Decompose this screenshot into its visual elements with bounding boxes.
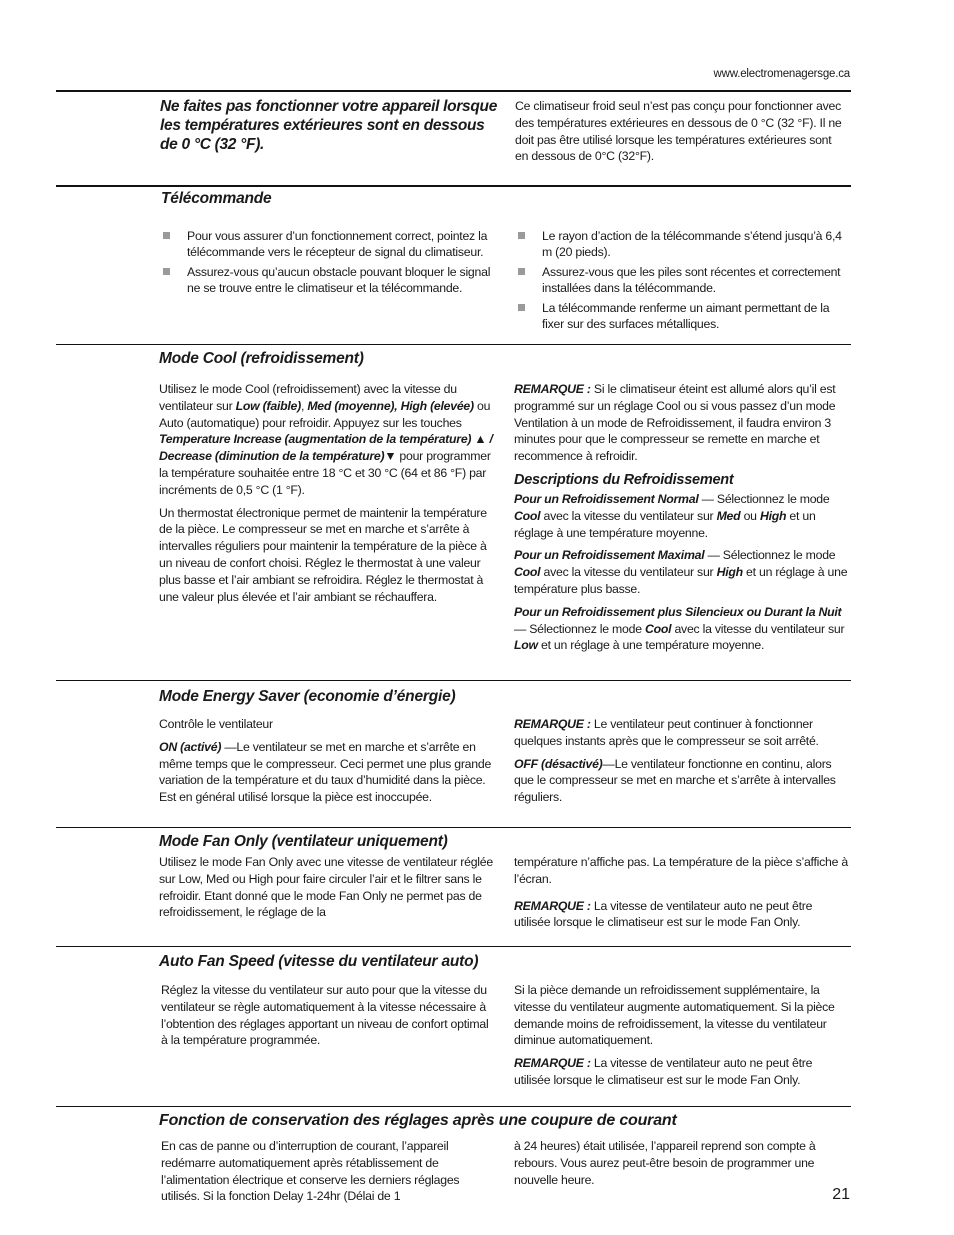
list-item: Assurez-vous que les piles sont récentes et correctement installées dans la télécommande. xyxy=(515,264,851,296)
divider xyxy=(56,827,851,828)
cool-heading: Mode Cool (refroidissement) xyxy=(159,350,364,367)
list-item: Le rayon d’action de la télécommande s’étend jusqu’à 6,4 m (20 pieds). xyxy=(515,228,851,260)
auto-right-text: Si la pièce demande un refroidissement supplémentaire, la vitesse du ventilateur augmente automatiquement. Si la pièce demande moins de refroidissement, la vitesse du ventilateur diminue automatiquement. xyxy=(514,983,835,1048)
list-item: Assurez-vous qu’aucun obstacle pouvant bloquer le signal ne se trouve entre le climatiseur et la télécommande. xyxy=(160,264,502,296)
remote-right-list xyxy=(515,228,851,336)
list-item: La télécommande renferme un aimant permettant de la fixer sur des surfaces métalliques. xyxy=(515,300,851,332)
fan-right xyxy=(514,854,851,937)
energy-intro: Contrôle le ventilateur xyxy=(159,717,273,731)
auto-note: REMARQUE : La vitesse de ventilateur auto ne peut être utilisée lorsque le climatiseur est sur le mode Fan Only. xyxy=(514,1056,813,1087)
energy-note: REMARQUE : Le ventilateur peut continuer à fonctionner quelques instants après que le compresseur se soit arrêté. xyxy=(514,717,819,748)
fan-right-text: température n’affiche pas. La température de la pièce s’affiche à l’écran. xyxy=(514,855,848,886)
cool-quiet: Pour un Refroidissement plus Silencieux ou Durant la Nuit — Sélectionnez le mode Cool avec la vitesse du ventilateur sur Low et un réglage à une température moyenne. xyxy=(514,604,845,653)
power-right: à 24 heures) était utilisée, l’appareil reprend son compte à rebours. Vous aurez peut-être besoin de programmer une nouvelle heure. xyxy=(514,1139,816,1187)
energy-off: OFF (désactivé)—Le ventilateur fonctionne en continu, alors que le compresseur se met en marche et s’arrête à intervalles réguliers. xyxy=(514,756,836,805)
fan-heading: Mode Fan Only (ventilateur uniquement) xyxy=(159,833,448,850)
cool-note: REMARQUE : Si le climatiseur éteint est allumé alors qu’il est programmé sur un réglage Cool ou si vous passez d’un mode Ventilation à un mode de Refroidissement, il faudra environ 3 minutes pour que le compresseur se remette en marche et recommence à refroidir. xyxy=(514,382,836,464)
power-heading: Fonction de conservation des réglages après une coupure de courant xyxy=(159,1112,677,1129)
auto-right xyxy=(514,982,851,1095)
divider xyxy=(56,185,851,187)
divider xyxy=(56,90,851,92)
remote-heading: Télécommande xyxy=(161,190,272,207)
divider xyxy=(56,946,851,947)
cool-normal: Pour un Refroidissement Normal — Sélectionnez le mode Cool avec la vitesse du ventilateur sur Med ou High et un réglage à une température moyenne. xyxy=(514,491,830,540)
cool-thermostat-paragraph: Un thermostat électronique permet de maintenir la température de la pièce. Le compresseur se met en marche et s’arrête à intervalles réguliers pour maintenir la température de la pièce à un niveau de confort choisi. Réglez le thermostat à une valeur plus basse et l’air ambiant se refroidira. Réglez le thermostat à une valeur plus élevée et l’air ambiant se réchauffera. xyxy=(159,505,487,604)
fan-left: Utilisez le mode Fan Only avec une vitesse de ventilateur réglée sur Low, Med ou High pour faire circuler l’air et le filtrer sans le refroidir. Etant donné que le mode Fan Only ne permet pas de refroidissement, le réglage de la xyxy=(159,855,493,920)
energy-right xyxy=(514,716,851,812)
warning-title: Ne faites pas fonctionner votre appareil lorsque les températures extérieures sont en dessous de 0 °C (32 °F). xyxy=(160,98,498,153)
auto-heading: Auto Fan Speed (vitesse du ventilateur auto) xyxy=(159,953,479,970)
divider xyxy=(56,680,851,681)
energy-on: ON (activé) —Le ventilateur se met en marche et s’arrête en même temps que le compresseur. Ceci permet une plus grande variation de la température et du taux d’humidité dans la pièce. Est en général utilisé lorsque la pièce est inoccupée. xyxy=(159,739,492,805)
website-url: www.electromenagersge.ca xyxy=(713,68,850,80)
page-number: 21 xyxy=(832,1186,850,1203)
cool-desc-heading: Descriptions du Refroidissement xyxy=(514,471,734,488)
cool-left xyxy=(159,381,495,611)
list-item: Pour vous assurer d’un fonctionnement correct, pointez la télécommande vers le récepteur de signal du climatiseur. xyxy=(160,228,502,260)
divider xyxy=(56,1106,851,1107)
divider xyxy=(56,344,851,345)
cool-max: Pour un Refroidissement Maximal — Sélectionnez le mode Cool avec la vitesse du ventilateur sur High et un réglage à une température plus basse. xyxy=(514,548,848,596)
cool-paragraph: Utilisez le mode Cool (refroidissement) avec la vitesse du ventilateur sur Low (faible), Med (moyenne), High (elevée) ou Auto (automatique) pour refroidir. Appuyez sur les touches Temperature Increase (augmentation de la température) ▲ / Decrease (diminution de la température)▼ pour programmer la température souhaitée entre 18 °C et 30 °C (64 et 86 °F) par incréments de 0,5 °C (1 °F). xyxy=(159,382,493,497)
cool-right xyxy=(514,381,851,660)
auto-left: Réglez la vitesse du ventilateur sur auto pour que la vitesse du ventilateur se règle automatiquement à la vitesse nécessaire à l’obtention des réglages apportant un niveau de confort optimal à la température programmée. xyxy=(161,983,489,1048)
fan-note: REMARQUE : La vitesse de ventilateur auto ne peut être utilisée lorsque le climatiseur est sur le mode Fan Only. xyxy=(514,898,813,930)
remote-left-list xyxy=(160,228,502,300)
warning-text: Ce climatiseur froid seul n’est pas conçu pour fonctionner avec des températures extérieures en dessous de 0 °C (32 °F). Il ne doit pas être utilisé lorsque les températures extérieures sont en dessous de 0°C (32°F). xyxy=(515,99,842,164)
power-left: En cas de panne ou d’interruption de courant, l’appareil redémarre automatiquement après rétablissement de l’alimentation électrique et conserve les derniers réglages utilisés. Si la fonction Delay 1-24hr (Délai de 1 xyxy=(161,1139,460,1204)
energy-left xyxy=(159,716,497,812)
energy-heading: Mode Energy Saver (economie d’énergie) xyxy=(159,688,456,705)
